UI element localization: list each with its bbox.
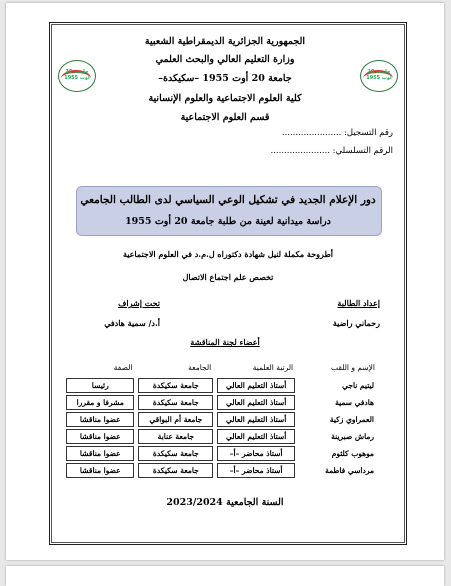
table-row [64,445,379,462]
column-header-rank: الرتبة العلمية [252,362,294,372]
column-header-role: الصفة [113,362,133,372]
table-row [64,428,379,445]
specialty: تخصص علم اجتماع الاتصال [182,272,274,282]
member-role: عضوا مناقشا [66,446,134,461]
member-name: مرداسي فاطمة [325,466,374,475]
student-name: رحماني راضية [332,318,380,328]
student-label: إعداد الطالبة [337,298,380,308]
member-rank: أستاذ محاضر –أ– [217,446,295,461]
university-logo-left: جامعة 20 أوت 1955 [58,60,96,92]
member-university: جامعة سكيكدة [138,395,213,410]
member-role: عضوا مناقشا [66,412,134,427]
academic-year: السنة الجامعية 2023/2024 [166,497,284,508]
committee-table [64,360,379,479]
table-row [64,394,379,411]
committee-heading: أعضاء لجنة المناقشة [190,337,260,347]
column-header-university: الجامعة [188,362,212,372]
member-university: جامعة عنابة [138,429,213,444]
member-name: هادفي سمية [335,398,374,407]
serial-number: الرقم التسلسلي: ...................... [270,146,393,156]
member-rank: أستاذ التعليم العالي [217,395,295,410]
table-header-row [64,360,379,377]
member-role: مشرفا و مقررا [66,395,134,410]
header-department: قسم العلوم الاجتماعية [180,112,270,123]
thesis-title: دور الإعلام الجديد في تشكيل الوعي السياسي لدى الطالب الجامعي [80,194,376,206]
member-name: العمراوي زكية [329,415,374,424]
member-name: ليتيم ناجي [342,381,374,390]
header-republic: الجمهورية الجزائرية الديمقراطية الشعبية [144,36,306,47]
degree-statement: أطروحة مكملة لنيل شهادة دكتوراه ل.م.د في العلوم الاجتماعية [122,249,334,259]
member-rank: أستاذ محاضر –أ– [217,463,295,478]
member-university: جامعة أم البواقي [138,412,213,427]
header-university: جامعة 20 أوت 1955 –سكيكدة– [158,73,292,84]
registration-number: رقم التسجيل: ...................... [281,128,393,138]
member-role: عضوا مناقشا [66,429,134,444]
supervisor-name: أ.د/ سمية هادفي [104,318,160,328]
member-rank: أستاذ التعليم العالي [217,412,295,427]
thesis-subtitle: دراسة ميدانية لعينة من طلبة جامعة 20 أوت 1955 [125,216,331,227]
supervisor-label: تحت إشراف [118,298,160,308]
member-university: جامعة سكيكدة [138,463,213,478]
column-header-name: الإسم و اللقب [330,362,375,372]
university-logo-right: جامعة 20 أوت 1955 [360,60,398,92]
table-row [64,462,379,479]
member-name: رماش صبرينة [331,432,374,441]
header-faculty: كلية العلوم الاجتماعية والعلوم الإنسانية [148,93,302,104]
table-row [64,377,379,394]
member-university: جامعة سكيكدة [138,378,213,393]
member-university: جامعة سكيكدة [138,446,213,461]
member-name: موهوب كلثوم [331,449,374,458]
member-rank: أستاذ التعليم العالي [217,429,295,444]
next-page-edge [6,566,444,586]
member-role: عضوا مناقشا [66,463,134,478]
member-role: رئيسا [66,378,134,393]
member-rank: أستاذ التعليم العالي [217,378,295,393]
header-ministry: وزارة التعليم العالي والبحث العلمي [155,54,295,65]
table-row [64,411,379,428]
